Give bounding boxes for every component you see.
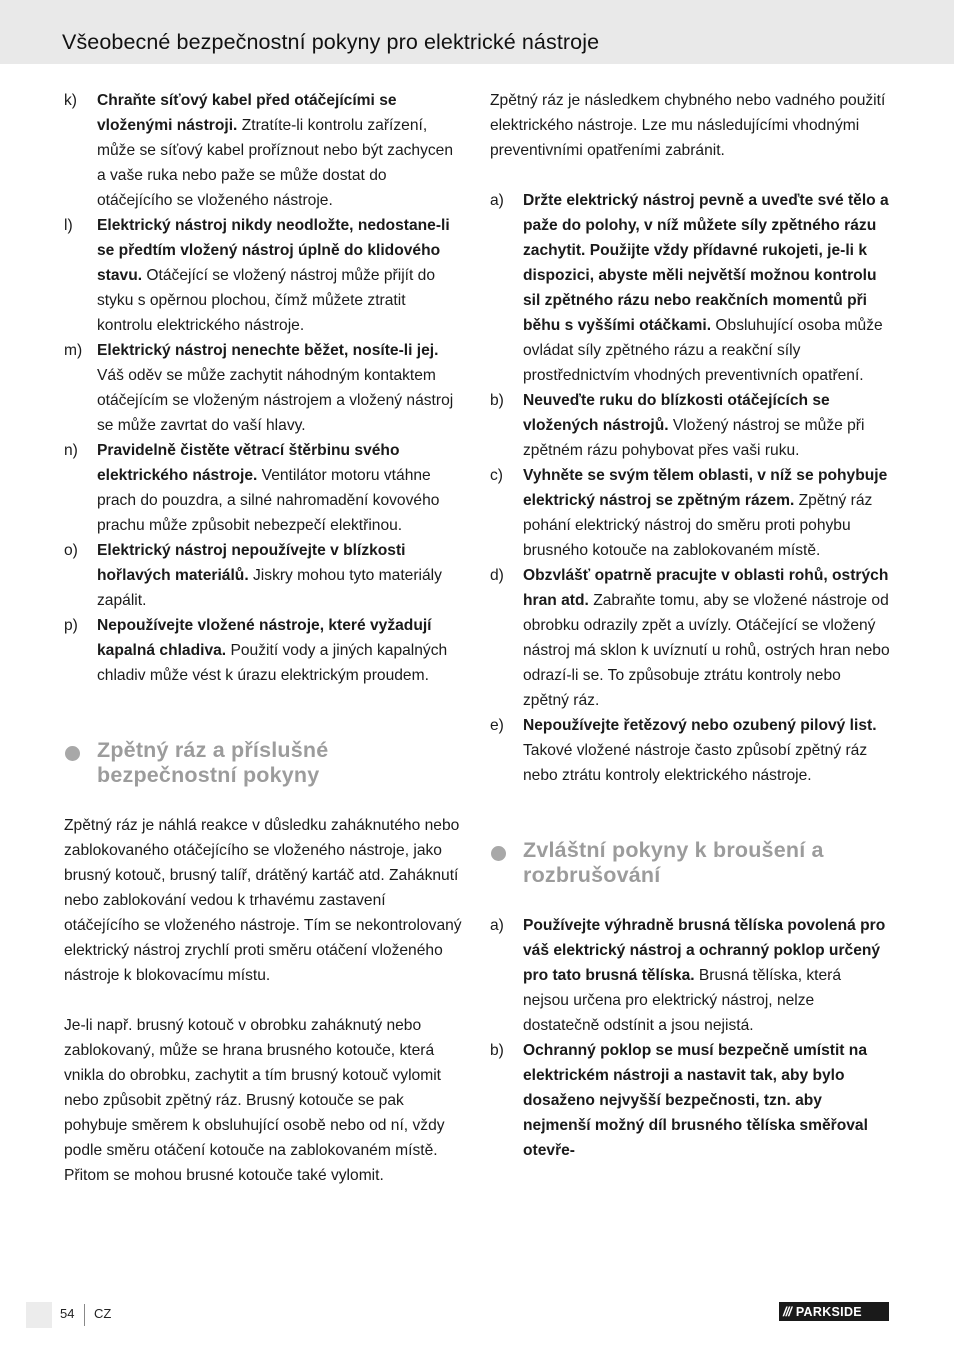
list-item xyxy=(64,88,464,213)
item-bold-text: Elektrický nástroj nepoužívejte v blízkosti hořlavých materiálů. xyxy=(97,542,406,584)
footer-divider xyxy=(84,1304,85,1326)
item-bold-text: Elektrický nástroj nenechte běžet, nosíte-li jej. xyxy=(97,342,439,359)
logo-stripes: /// xyxy=(783,1304,791,1319)
item-text: Brusná tělíska, která nejsou určena pro elektrický nástroj, nelze dostatečně odstínit a jsou nejistá. xyxy=(523,967,842,1034)
list-item xyxy=(64,213,464,338)
page-number: 54 xyxy=(60,1306,75,1321)
section-heading xyxy=(64,738,464,788)
list-item xyxy=(64,538,464,613)
spacer xyxy=(64,688,464,738)
item-bold-text: Elektrický nástroj nikdy neodložte, nedostane-li se předtím vložený nástroj úplně do klidového stavu. xyxy=(97,217,450,284)
item-text: Použití vody a jiných kapalných chladiv může vést k úrazu elektrickým proudem. xyxy=(97,642,448,684)
item-bold-text: Používejte výhradně brusná tělíska povolená pro váš elektrický nástroj a ochranný poklop určený pro tato brusná tělíska. xyxy=(523,917,886,984)
list-item xyxy=(64,613,464,688)
item-label: p) xyxy=(64,617,78,634)
item-label: b) xyxy=(490,1042,504,1059)
spacer xyxy=(490,788,890,838)
spacer xyxy=(64,988,464,1013)
list-item xyxy=(490,463,890,563)
list-item xyxy=(490,913,890,1038)
spacer xyxy=(64,788,464,813)
page-header xyxy=(0,0,954,64)
section-heading xyxy=(490,838,890,888)
spacer xyxy=(490,163,890,188)
item-label: a) xyxy=(490,917,504,934)
item-label: l) xyxy=(64,217,73,234)
item-bold-text: Ochranný poklop se musí bezpečně umístit na elektrickém nástroji a nastavit tak, aby bylo dosaženo nejvyšší bezpečnosti, tzn. aby nejmenší možný díl brusného tělíska směřoval otevře- xyxy=(523,1042,868,1159)
bullet-icon xyxy=(491,846,506,861)
section-title: Zpětný ráz a příslušné bezpečnostní pokyny xyxy=(97,738,329,787)
item-label: o) xyxy=(64,542,78,559)
bullet-icon xyxy=(65,746,80,761)
item-text: Ztratíte-li kontrolu zařízení, může se síťový kabel proříznout nebo být zachycen a vaše ruka nebo paže se může dostat do otáčejícího se vloženého nástroje. xyxy=(97,117,454,209)
item-text: Jiskry mohou tyto materiály zapálit. xyxy=(97,567,442,609)
item-label: n) xyxy=(64,442,78,459)
item-label: k) xyxy=(64,92,77,109)
item-bold-text: Pravidelně čistěte větrací štěrbinu svého elektrického nástroje. xyxy=(97,442,400,484)
footer-marker xyxy=(26,1302,52,1328)
item-bold-text: Chraňte síťový kabel před otáčejícími se vloženými nástroji. xyxy=(97,92,397,134)
item-label: d) xyxy=(490,567,504,584)
logo-text: PARKSIDE xyxy=(795,1304,862,1319)
item-text: Vložený nástroj se může při zpětném rázu pohybovat přes vaši ruku. xyxy=(523,417,865,459)
item-text: Zabraňte tomu, aby se vložené nástroje od obrobku odrazily zpět a uvízly. Otáčející se vložený nástroj má sklon k uvíznutí u rohů, ostrých hran nebo odrazí-li se. To způsobuje ztrátu kontroly nebo zpětný ráz. xyxy=(523,592,890,709)
list-item xyxy=(490,388,890,463)
item-label: c) xyxy=(490,467,503,484)
paragraph: Zpětný ráz je náhlá reakce v důsledku zaháknutého nebo zablokovaného otáčejícího se vloženého nástroje, jako brusný kotouč, brusný talíř, drátěný kartáč atd. Zaháknutí nebo zablokování vedou k trhavému zastavení otáčejícího se vloženého nástroje. Tím se nekontrolovaný elektrický nástroj zrychlí proti směru otáčení vloženého nástroje k blokovacímu místu. xyxy=(64,817,462,984)
list-item xyxy=(64,438,464,538)
item-text: Ventilátor motoru vtáhne prach do pouzdra, a silné nahromadění kovového prachu může způsobit nebezpečí elektřinou. xyxy=(97,467,440,534)
item-text: Zpětný ráz pohání elektrický nástroj do směru proti pohybu brusného kotouče na zablokovaném místě. xyxy=(523,492,873,559)
item-label: a) xyxy=(490,192,504,209)
right-column xyxy=(490,88,890,1163)
language-code: CZ xyxy=(94,1306,112,1321)
item-label: m) xyxy=(64,342,83,359)
parkside-logo xyxy=(779,1302,889,1321)
item-label: b) xyxy=(490,392,504,409)
list-item xyxy=(490,713,890,788)
item-label: e) xyxy=(490,717,504,734)
item-bold-text: Vyhněte se svým tělem oblasti, v níž se pohybuje elektrický nástroj se zpětným rázem. xyxy=(523,467,888,509)
item-bold-text: Obzvlášť opatrně pracujte v oblasti rohů, ostrých hran atd. xyxy=(523,567,889,609)
item-text: Obsluhující osoba může ovládat síly zpětného rázu a reakční síly prostřednictvím vhodných preventivních opatření. xyxy=(523,317,883,384)
paragraph: Je-li např. brusný kotouč v obrobku zaháknutý nebo zablokovaný, může se hrana brusného kotouče, která vnikla do obrobku, zachytit a tím brusný kotouč vylomit nebo způsobit zpětný ráz. Brusný kotouče se pak pohybuje směrem k obsluhující osobě nebo od ní, vždy podle směru otáčení kotouče na zablokovaném místě. Přitom se mohou brusné kotouče také vylomit. xyxy=(64,1017,445,1184)
left-column xyxy=(64,88,464,1188)
list-item xyxy=(64,338,464,438)
item-bold-text: Nepoužívejte vložené nástroje, které vyžadují kapalná chladiva. xyxy=(97,617,432,659)
section-title: Zvláštní pokyny k broušení a rozbrušování xyxy=(523,838,824,887)
item-text: Takové vložené nástroje často způsobí zpětný ráz nebo ztrátu kontroly elektrického nástroje. xyxy=(523,742,868,784)
page-title: Všeobecné bezpečnostní pokyny pro elektrické nástroje xyxy=(62,30,600,54)
item-text: Váš oděv se může zachytit náhodným kontaktem otáčejícím se vloženým nástrojem a vložený nástroj se může zavrtat do vaší hlavy. xyxy=(97,367,454,434)
spacer xyxy=(490,888,890,913)
list-item xyxy=(490,1038,890,1163)
item-text: Otáčející se vložený nástroj může přijít do styku s opěrnou plochou, čímž můžete ztratit kontrolu elektrického nástroje. xyxy=(97,267,436,334)
list-item xyxy=(490,563,890,713)
list-item xyxy=(490,188,890,388)
paragraph: Zpětný ráz je následkem chybného nebo vadného použití elektrického nástroje. Lze mu následujícími vhodnými preventivními opatřeními zabránit. xyxy=(490,92,886,159)
item-bold-text: Držte elektrický nástroj pevně a uveďte své tělo a paže do polohy, v níž můžete síly zpětného rázu zachytit. Použijte vždy přídavné rukojeti, je-li k dispozici, abyste měli největší možnou kontrolu sil zpětného rázu nebo reakčních momentů při běhu s vyššími otáčkami. xyxy=(523,192,889,334)
item-bold-text: Neuveďte ruku do blízkosti otáčejících se vložených nástrojů. xyxy=(523,392,830,434)
item-bold-text: Nepoužívejte řetězový nebo ozubený pilový list. xyxy=(523,717,877,734)
